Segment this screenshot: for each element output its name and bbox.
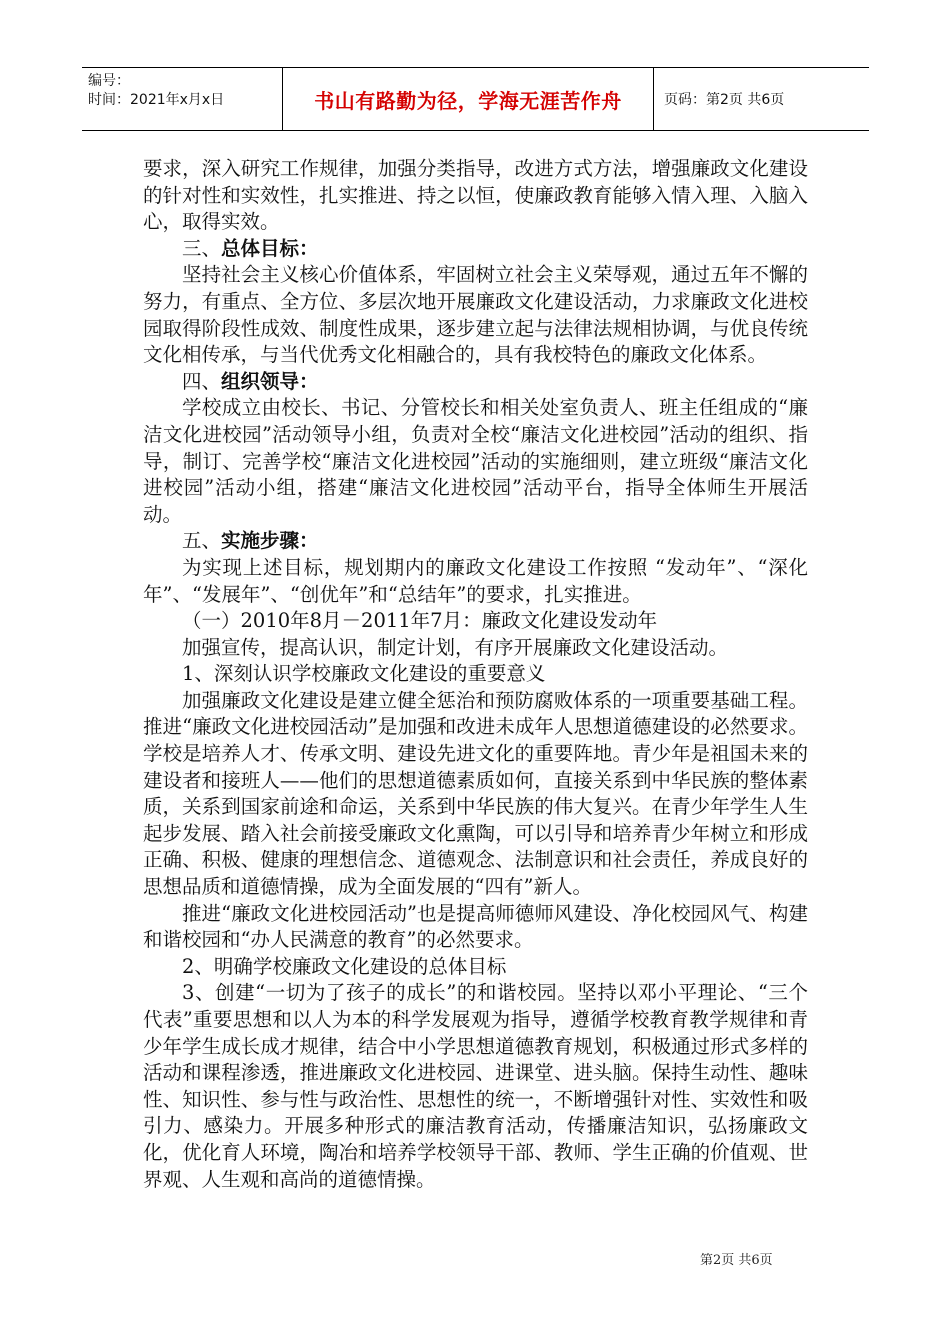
body-paragraph: 为实现上述目标，规划期内的廉政文化建设工作按照 “发动年”、“深化年”、“发展年”、“创优年”和“总结年”的要求，扎实推进。 <box>143 555 808 606</box>
page-header <box>82 67 869 131</box>
document-time-label: 时间：2021年x月x日 <box>88 92 225 108</box>
body-paragraph: 2、明确学校廉政文化建设的总体目标 <box>182 954 507 978</box>
body-paragraph: 加强廉政文化建设是建立健全惩治和预防腐败体系的一项重要基础工程。推进“廉政文化进校园活动”是加强和改进未成年人思想道德建设的必然要求。学校是培养人才、传承文明、建设先进文化的重要阵地。青少年是祖国未来的建设者和接班人——他们的思想道德素质如何，直接关系到中华民族的整体素质，关系到国家前途和命运，关系到中华民族的伟大复兴。在青少年学生人生起步发展、踏入社会前接受廉政文化熏陶，可以引导和培养青少年树立和形成正确、积极、健康的理想信念、道德观念、法制意识和社会责任，养成良好的思想品质和道德情操，成为全面发展的“四有”新人。 <box>143 688 808 899</box>
section-heading-title: 总体目标： <box>221 236 319 260</box>
section-heading <box>143 236 808 263</box>
body-paragraph: 1、深刻认识学校廉政文化建设的重要意义 <box>182 662 546 686</box>
document-number-label: 编号： <box>88 73 130 89</box>
document-body <box>143 156 808 1193</box>
section-heading-title: 实施步骤： <box>221 529 319 553</box>
header-motto: 书山有路勤为径，学海无涯苦作舟 <box>314 88 622 113</box>
header-page-cell <box>654 68 869 130</box>
section-heading <box>143 369 808 396</box>
section-heading-title: 组织领导： <box>221 369 319 393</box>
page-footer: 第2页 共6页 <box>700 1253 773 1268</box>
header-left-cell <box>82 68 282 130</box>
body-paragraph: 要求，深入研究工作规律，加强分类指导，改进方式方法，增强廉政文化建设的针对性和实效性，扎实推进、持之以恒，使廉政教育能够入情入理、入脑入心，取得实效。 <box>143 157 808 234</box>
body-paragraph: 学校成立由校长、书记、分管校长和相关处室负责人、班主任组成的“廉洁文化进校园”活动领导小组，负责对全校“廉洁文化进校园”活动的组织、指导，制订、完善学校“廉洁文化进校园”活动的实施细则，建立班级“廉洁文化进校园”活动小组，搭建“廉洁文化进校园”活动平台，指导全体师生开展活动。 <box>143 396 808 526</box>
body-paragraph: 坚持社会主义核心价值体系，牢固树立社会主义荣辱观，通过五年不懈的努力，有重点、全方位、多层次地开展廉政文化建设活动，力求廉政文化进校园取得阶段性成效、制度性成果，逐步建立起与法律法规相协调，与优良传统文化相传承，与当代优秀文化相融合的，具有我校特色的廉政文化体系。 <box>143 263 808 367</box>
section-heading <box>143 528 808 555</box>
header-page-code: 页码：第2页 共6页 <box>664 92 785 108</box>
body-paragraph: （一）2010年8月－2011年7月：廉政文化建设发动年 <box>182 609 658 633</box>
section-heading-number: 五、 <box>182 529 222 553</box>
body-paragraph: 3、创建“一切为了孩子的成长”的和谐校园。坚持以邓小平理论、“三个代表”重要思想和以人为本的科学发展观为指导，遵循学校教育教学规律和青少年学生成长成才规律，结合中小学思想道德教育规划，积极通过形式多样的活动和课程渗透，推进廉政文化进校园、进课堂、进头脑。保持生动性、趣味性、知识性、参与性与政治性、思想性的统一，不断增强针对性、实效性和吸引力、感染力。开展多种形式的廉洁教育活动，传播廉洁知识，弘扬廉政文化，优化育人环境，陶冶和培养学校领导干部、教师、学生正确的价值观、世界观、人生观和高尚的道德情操。 <box>143 981 808 1191</box>
section-heading-number: 三、 <box>182 236 222 260</box>
header-motto-cell <box>282 68 654 130</box>
body-paragraph: 推进“廉政文化进校园活动”也是提高师德师风建设、净化校园风气、构建和谐校园和“办人民满意的教育”的必然要求。 <box>143 901 808 952</box>
body-paragraph: 加强宣传，提高认识，制定计划，有序开展廉政文化建设活动。 <box>182 635 729 659</box>
section-heading-number: 四、 <box>182 369 222 393</box>
